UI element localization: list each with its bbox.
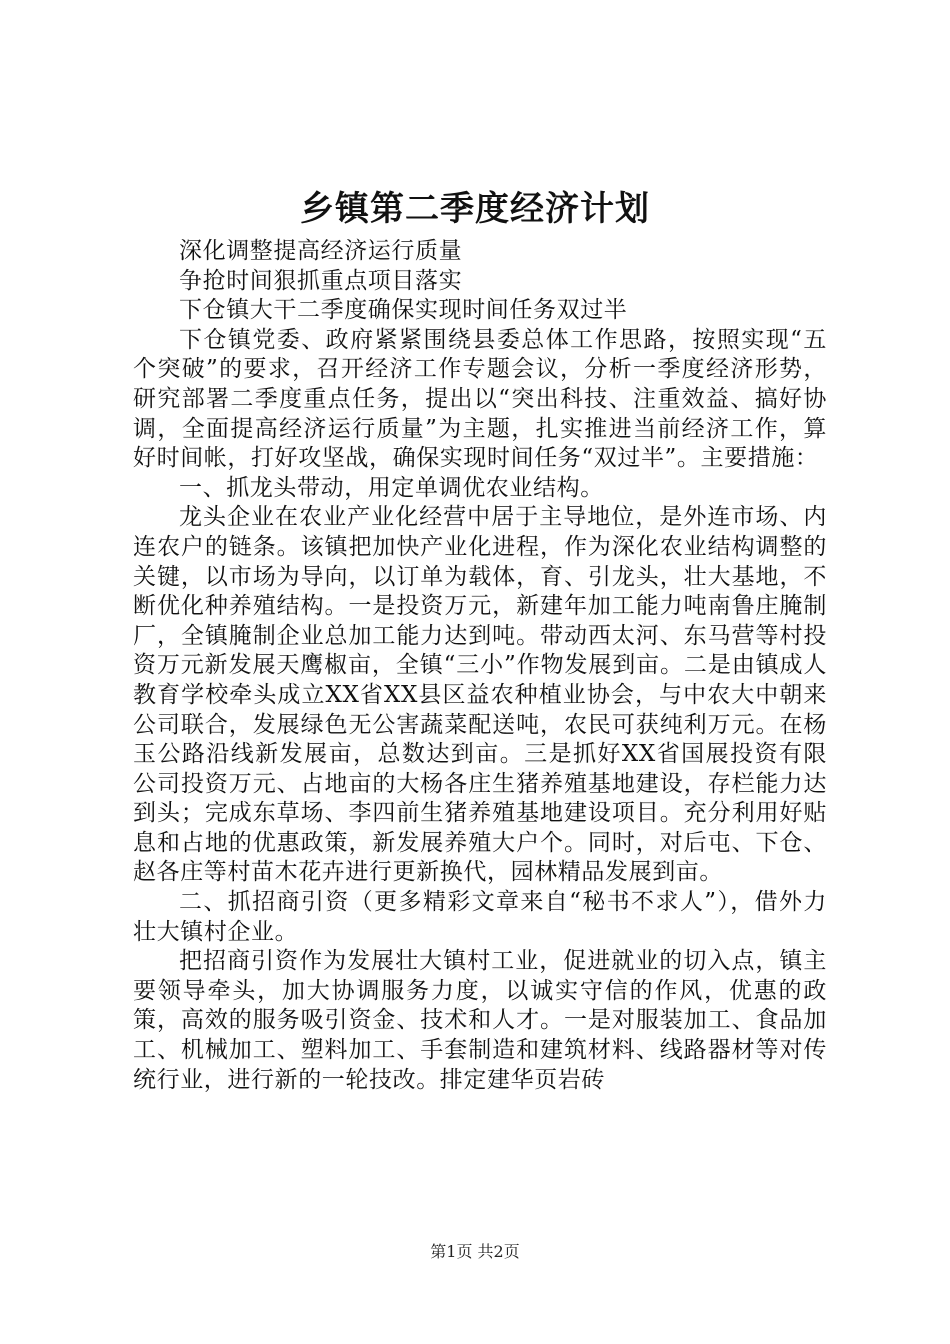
section-heading: 一、抓龙头带动，用定单调优农业结构。 [179, 474, 604, 501]
section-heading: 二、抓招商引资（更多精彩文章来自“秘书不求人”），借外力壮大镇村企业。 [133, 889, 827, 945]
document-title: 乡镇第二季度经济计划 [300, 189, 650, 229]
document-body [133, 237, 827, 1095]
page-footer: 第1页 共2页 [430, 1242, 520, 1261]
body-paragraph: 把招商引资作为发展壮大镇村工业，促进就业的切入点，镇主要领导牵头，加大协调服务力度，以诚实守信的作风，优惠的政策，高效的服务吸引资金、技术和人才。一是对服装加工、食品加工、机械加工、塑料加工、手套制造和建筑材料、线路器材等对传统行业，进行新的一轮技改。排定建华页岩砖 [133, 948, 827, 1093]
body-paragraph: 下仓镇党委、政府紧紧围绕县委总体工作思路，按照实现“五个突破”的要求，召开经济工作专题会议，分析一季度经济形势，研究部署二季度重点任务，提出以“突出科技、注重效益、搞好协调，全面提高经济运行质量”为主题，扎实推进当前经济工作，算好时间帐，打好攻坚战，确保实现时间任务“双过半”。主要措施： [133, 326, 827, 472]
subtitle-line: 争抢时间狠抓重点项目落实 [179, 267, 463, 294]
body-paragraph: 龙头企业在农业产业化经营中居于主导地位，是外连市场、内连农户的链条。该镇把加快产业化进程，作为深化农业结构调整的关键，以市场为导向，以订单为载体，育、引龙头，壮大基地，不断优化种养殖结构。一是投资万元，新建年加工能力吨南鲁庄腌制厂，全镇腌制企业总加工能力达到吨。带动西太河、东马营等村投资万元新发展天鹰椒亩，全镇“三小”作物发展到亩。二是由镇成人教育学校牵头成立XX省XX县区益农种植业协会，与中农大中朝来公司联合，发展绿色无公害蔬菜配送吨，农民可获纯利万元。在杨玉公路沿线新发展亩，总数达到亩。三是抓好XX省国展投资有限公司投资万元、占地亩的大杨各庄生猪养殖基地建设，存栏能力达到头；完成东草场、李四前生猪养殖基地建设项目。充分利用好贴息和占地的优惠政策，新发展养殖大户个。同时，对后屯、下仓、赵各庄等村苗木花卉进行更新换代，园林精品发展到亩。 [133, 504, 827, 886]
subtitle-line: 下仓镇大干二季度确保实现时间任务双过半 [179, 297, 628, 324]
subtitle-line: 深化调整提高经济运行质量 [179, 238, 463, 264]
